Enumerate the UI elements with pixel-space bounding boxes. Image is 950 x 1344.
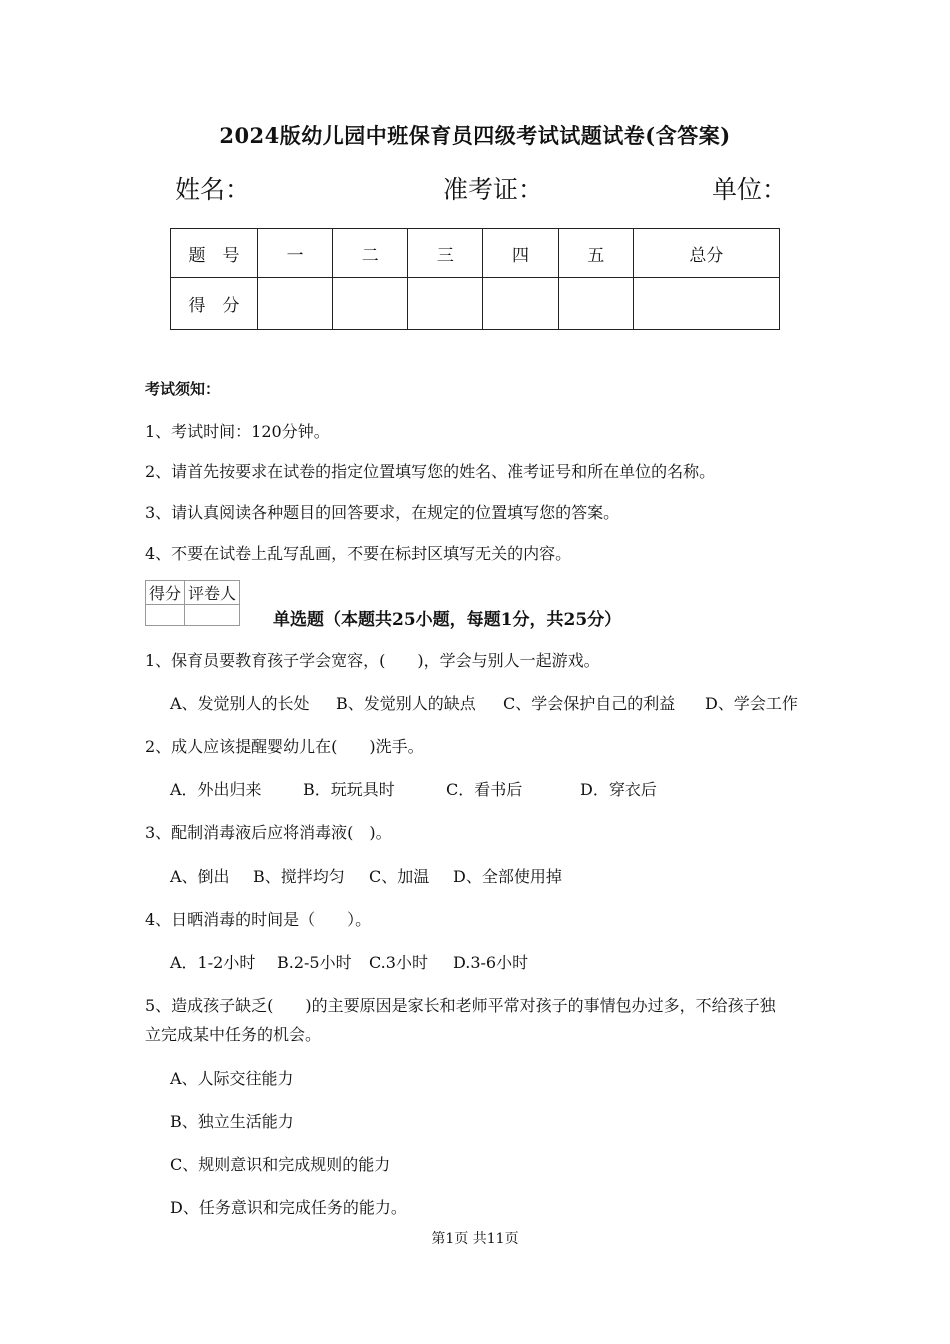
score-table-cell: 题 号 bbox=[171, 229, 258, 278]
page-footer: 第1页 共11页 bbox=[431, 1231, 519, 1247]
question-option: D、任务意识和完成任务的能力。 bbox=[170, 1198, 407, 1217]
exam-id-field-label: 准考证： bbox=[443, 175, 544, 204]
score-input-cell[interactable] bbox=[483, 278, 558, 330]
question-option: D．穿衣后 bbox=[580, 780, 657, 799]
question-option: D、全部使用掉 bbox=[453, 867, 562, 886]
score-table-score-row bbox=[171, 278, 780, 330]
question-stem: 2、成人应该提醒婴幼儿在( )洗手。 bbox=[145, 737, 424, 756]
score-table-cell: 三 bbox=[408, 229, 483, 278]
grader-box-grader-label: 评卷人 bbox=[185, 581, 240, 605]
question-option: C．看书后 bbox=[446, 780, 523, 799]
question-stem-continued: 立完成某中任务的机会。 bbox=[145, 1025, 322, 1044]
notice-item: 1、考试时间：120分钟。 bbox=[145, 422, 330, 441]
score-input-cell[interactable] bbox=[558, 278, 633, 330]
notice-item: 3、请认真阅读各种题目的回答要求，在规定的位置填写您的答案。 bbox=[145, 503, 620, 522]
page-title: 2024版幼儿园中班保育员四级考试试题试卷(含答案) bbox=[219, 123, 731, 148]
question-option: C、学会保护自己的利益 bbox=[503, 694, 676, 713]
question-option: D.3-6小时 bbox=[453, 953, 529, 972]
question-option: A、发觉别人的长处 bbox=[170, 694, 310, 713]
score-table-header-row bbox=[171, 229, 780, 278]
notice-item: 4、不要在试卷上乱写乱画，不要在标封区填写无关的内容。 bbox=[145, 544, 572, 563]
notice-heading: 考试须知： bbox=[145, 380, 221, 398]
score-table-cell: 一 bbox=[258, 229, 333, 278]
score-table bbox=[170, 228, 780, 330]
grader-box-grader-cell[interactable] bbox=[185, 605, 240, 626]
grader-box bbox=[145, 580, 240, 626]
question-option: A、人际交往能力 bbox=[170, 1069, 294, 1088]
score-input-cell[interactable] bbox=[258, 278, 333, 330]
question-stem: 1、保育员要教育孩子学会宽容，( )，学会与别人一起游戏。 bbox=[145, 651, 600, 670]
question-option: B、独立生活能力 bbox=[170, 1112, 294, 1131]
score-table-cell: 得 分 bbox=[171, 278, 258, 330]
score-table-cell: 五 bbox=[558, 229, 633, 278]
question-option: B.2-5小时 bbox=[277, 953, 352, 972]
score-input-cell[interactable] bbox=[408, 278, 483, 330]
grader-box-score-label: 得分 bbox=[146, 581, 185, 605]
question-option: A．外出归来 bbox=[170, 780, 262, 799]
score-table-cell: 四 bbox=[483, 229, 558, 278]
question-stem: 4、日晒消毒的时间是（ ）。 bbox=[145, 910, 372, 929]
question-stem: 5、造成孩子缺乏( )的主要原因是家长和老师平常对孩子的事情包办过多，不给孩子独 bbox=[145, 996, 776, 1015]
score-input-cell[interactable] bbox=[633, 278, 779, 330]
grader-box-score-cell[interactable] bbox=[146, 605, 185, 626]
question-option: C、规则意识和完成规则的能力 bbox=[170, 1155, 391, 1174]
question-option: D、学会工作 bbox=[705, 694, 798, 713]
question-option: A．1-2小时 bbox=[170, 953, 256, 972]
question-stem: 3、配制消毒液后应将消毒液( )。 bbox=[145, 823, 392, 842]
unit-field-label: 单位： bbox=[712, 175, 788, 204]
question-option: B、发觉别人的缺点 bbox=[336, 694, 476, 713]
score-table-cell: 总分 bbox=[633, 229, 779, 278]
section-title: 单选题（本题共25小题，每题1分，共25分） bbox=[273, 610, 622, 630]
score-table-cell: 二 bbox=[333, 229, 408, 278]
notice-item: 2、请首先按要求在试卷的指定位置填写您的姓名、准考证号和所在单位的名称。 bbox=[145, 462, 716, 481]
question-option: B、搅拌均匀 bbox=[253, 867, 345, 886]
question-option: C、加温 bbox=[369, 867, 430, 886]
question-option: B．玩玩具时 bbox=[303, 780, 395, 799]
question-option: A、倒出 bbox=[170, 867, 230, 886]
name-field-label: 姓名： bbox=[175, 175, 251, 204]
score-input-cell[interactable] bbox=[333, 278, 408, 330]
question-option: C.3小时 bbox=[369, 953, 428, 972]
